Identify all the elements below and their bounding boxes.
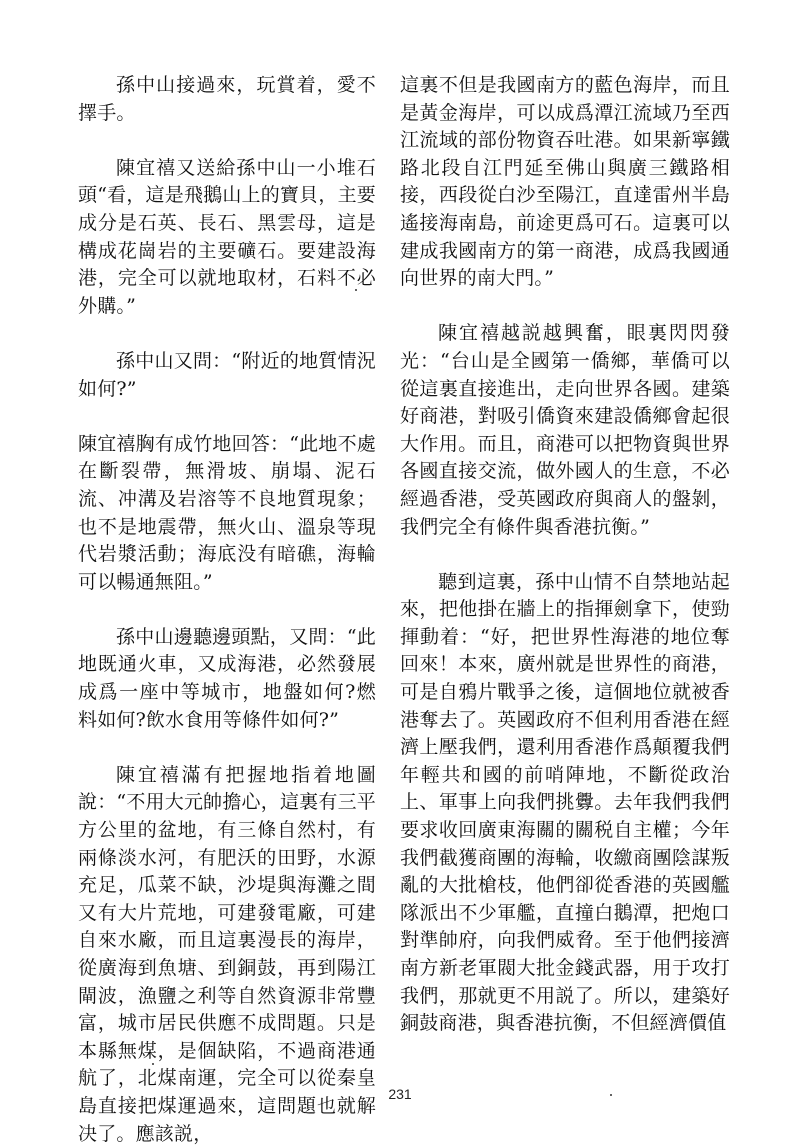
paragraph: 這裏不但是我國南方的藍色海岸，而且是黃金海岸，可以成爲潭江流域乃至西江流域的部份物資吞吐港。如果新寧鐵路北段自江門延至佛山與廣三鐵路相接，西段從白沙至陽江，直達雷州半島遙接海南島，前途更爲可石。這裏可以建成我國南方的第一商港，成爲我國通向世界的南大門。” bbox=[400, 74, 730, 290]
paragraph: 陳宜禧滿有把握地指着地圖說：“不用大元帥擔心，這裏有三平方公里的盆地，有三條自然村，有兩條淡水河，有肥沃的田野，水源充足，瓜菜不缺，沙堤與海灘之間又有大片荒地，可建發電廠，可建自來水廠，而且這裏漫長的海岸，從廣海到魚塘、到銅鼓，再到陽江閘波，漁鹽之利等自然資源非常豐富，城市居民供應不成問題。只是本縣無煤，是個缺陷，不過商港通航了，北煤南運，完全可以從秦皇島直接把煤運過來，這問題也就解决了。應該説， bbox=[78, 763, 376, 1145]
paragraph: 孫中山邊聽邊頭點，又問：“此地既通火車，又成海港，必然發展成爲一座中等城市，地盤如何?燃料如何?飲水食用等條件如何?” bbox=[78, 625, 376, 731]
paragraph: 聽到這裏，孫中山情不自禁地站起來，把他掛在牆上的指揮劍拿下，使勁揮動着：“好，把世界性海港的地位奪回來！本來，廣州就是世界性的商港，可是自鴉片戰爭之後，這個地位就被香港奪去了。英國政府不但利用香港在經濟上壓我們，還利用香港作爲顛覆我們年輕共和國的前哨陣地，不斷從政治上、軍事上向我們挑釁。去年我們我們要求收回廣東海關的關税自主權；今年我們截獲商團的海輪，收繳商團陰謀叛亂的大批槍枝，他們卻從香港的英國艦隊派出不少軍艦，直撞白鵝潭，把炮口對準帥府，向我們威脅。至于他們接濟南方新老軍閥大批金錢武器，用于攻打我們，那就更不用説了。所以，建築好銅鼓商港，與香港抗衡，不但經濟價值 bbox=[400, 570, 730, 1035]
paragraph: 陳宜禧胸有成竹地回答：“此地不處在斷裂帶，無滑坡、崩塌、泥石流、冲溝及岩溶等不良地質現象；也不是地震帶，無火山、溫泉等現代岩漿活動；海底没有暗礁，海輪可以暢通無阻。” bbox=[78, 432, 376, 593]
paragraph: 孫中山又問：“附近的地質情況如何?” bbox=[78, 349, 376, 400]
left-column bbox=[78, 72, 376, 1148]
paragraph: 陳宜禧又送給孫中山一小堆石頭“看，這是飛鵝山上的寶貝，主要成分是石英、長石、黑雲母，這是構成花崗岩的主要礦石。要建設海港，完全可以就地取材，石料不必外購。” bbox=[78, 156, 376, 317]
page-number: 231 bbox=[388, 1086, 412, 1102]
paragraph: 孫中山接過來，玩賞着，愛不擇手。 bbox=[78, 74, 376, 124]
paragraph: 陳宜禧越説越興奮，眼裏閃閃發光：“台山是全國第一僑鄉，華僑可以從這裏直接進出，走向世界各國。建築好商港，對吸引僑資來建設僑鄉會起很大作用。而且，商港可以把物資與世界各國直接交流，做外國人的生意，不必經過香港，受英國政府與商人的盤剝，我們完全有條件與香港抗衡。” bbox=[400, 322, 730, 538]
scan-speck bbox=[355, 289, 357, 291]
scan-speck bbox=[152, 1063, 154, 1065]
right-column bbox=[400, 72, 730, 1038]
